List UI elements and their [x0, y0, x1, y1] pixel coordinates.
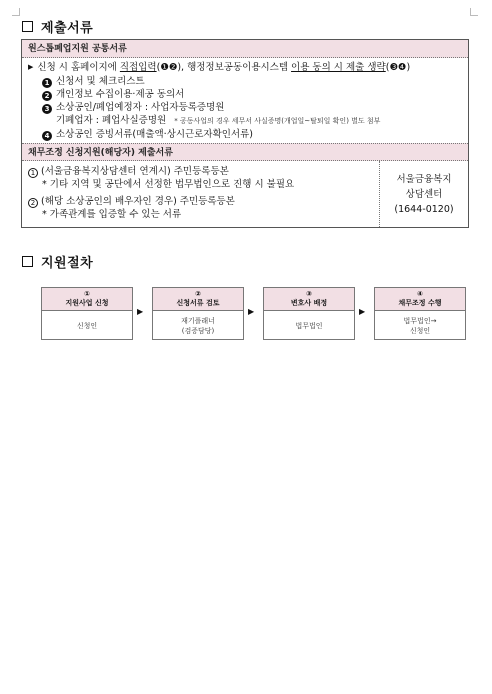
- arrow-right-icon: ▶: [359, 307, 366, 316]
- number-badge-icon: 3: [42, 104, 52, 114]
- section-title-procedure: [22, 252, 93, 271]
- counseling-center: 서울금융복지 상담센터 (1644-0120): [394, 173, 454, 215]
- number-badge-icon: 1: [42, 78, 52, 88]
- doc-item-sub: 기폐업자 : 폐업사실증명원 * 공동사업의 경우 세무서 사실증명(개업일~탈퇴일 확인) 별도 첨부: [56, 115, 381, 126]
- page-corner-mark: [12, 8, 20, 16]
- number-circle-icon: 1: [28, 168, 38, 178]
- triangle-bullet-icon: ▶: [28, 63, 34, 71]
- doc-item: 3 소상공인/폐업예정자 : 사업자등록증명원: [28, 101, 462, 114]
- debt-item-note: * 기타 지역 및 공단에서 선정한 법무법인으로 진행 시 불필요: [42, 179, 295, 190]
- section-title-documents: [22, 17, 93, 36]
- number-badge-icon: 2: [42, 91, 52, 101]
- doc-item: 2 개인정보 수집이용·제공 동의서: [28, 88, 462, 101]
- common-docs-body: [22, 58, 468, 143]
- checkbox-square-icon: [22, 256, 33, 267]
- section-title-text: 지원절차: [41, 256, 94, 271]
- debt-item: 1 (서울금융복지상담센터 연계시) 주민등록등본: [28, 165, 373, 178]
- process-step: ② 신청서류 검토 재기플래너 (검증담당): [152, 287, 244, 340]
- checkbox-square-icon: [22, 21, 33, 32]
- number-badge-icon: 4: [42, 131, 52, 141]
- debt-docs-list: [22, 161, 380, 227]
- number-circle-icon: 2: [28, 198, 38, 208]
- center-phone: (1644-0120): [394, 203, 454, 215]
- debt-item: 2 (해당 소상공인의 배우자인 경우) 주민등록등본: [28, 195, 373, 208]
- process-step: ① 지원사업 신청 신청인: [41, 287, 133, 340]
- intro-line: ▶ 신청 시 홈페이지에 직접입력(❶❷), 행정정보공동이용시스템 이용 동의 시 제출 생략(❸❹): [28, 62, 411, 73]
- doc-item: 1 신청서 및 체크리스트: [28, 75, 462, 88]
- section-title-text: 제출서류: [41, 21, 94, 36]
- process-step: ④ 채무조정 수행 법무법인→ 신청인: [374, 287, 466, 340]
- debt-item-note: * 가족관계를 입증할 수 있는 서류: [42, 209, 182, 220]
- arrow-right-icon: ▶: [248, 307, 255, 316]
- debt-docs-body: [22, 161, 468, 227]
- page-corner-mark: [470, 8, 478, 16]
- arrow-right-icon: ▶: [137, 307, 144, 316]
- documents-table: [21, 39, 469, 228]
- common-docs-header: 원스톱폐업지원 공통서류: [22, 40, 468, 58]
- process-step: ③ 변호사 배정 법무법인: [263, 287, 355, 340]
- debt-docs-header: 채무조정 신청지원(해당자) 제출서류: [22, 143, 468, 161]
- doc-item: 4 소상공인 증빙서류(매출액·상시근로자확인서류): [28, 128, 462, 141]
